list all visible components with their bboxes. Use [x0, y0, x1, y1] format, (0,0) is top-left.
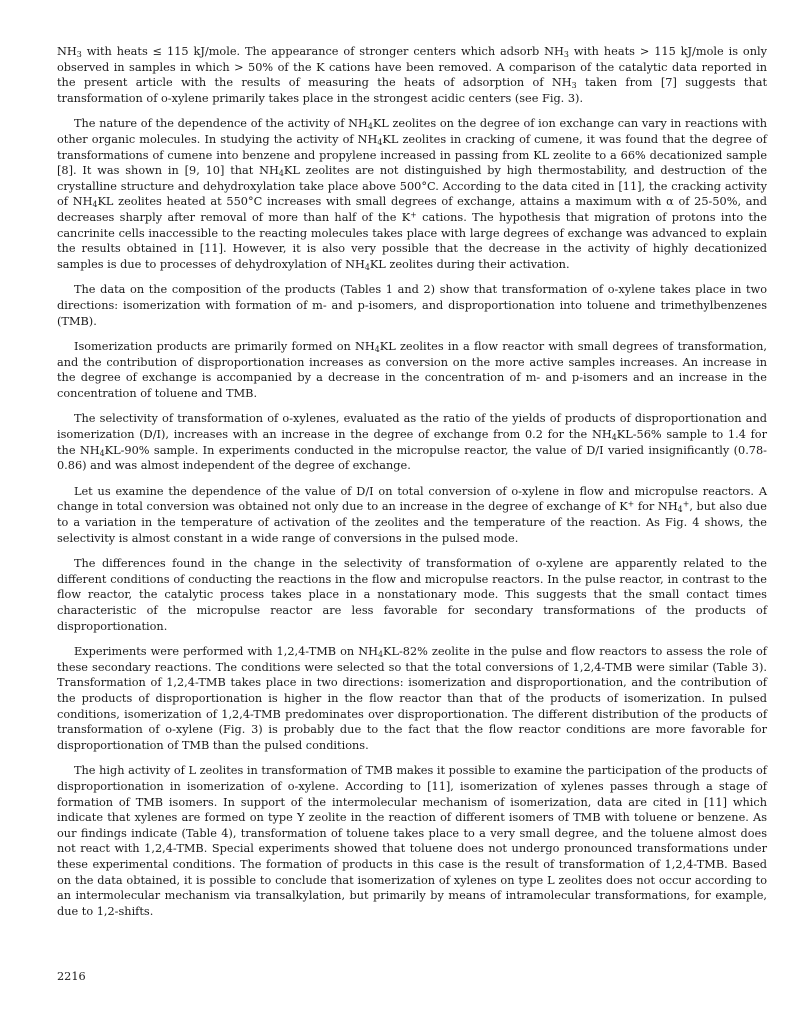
paragraph-9: The high activity of L zeolites in transformation of TMB makes it possible to examine the participation of the products of disproportionation in isomerization of o-xylene. According to [11], isomerization of xylenes passes through a stage of formation of TMB isomers. In support of the intermolecular mechanism of isomerization, data are cited in [11] which indicate that xylenes are formed on type Y zeolite in the reaction of different isomers of TMB with toluene or benzene. As our findings indicate (Table 4), transformation of toluene takes place to a very small degree, and the toluene almost does not react with 1,2,4-TMB. Special experiments showed that toluene does not undergo pronounced transformations under these experimental conditions. The formation of products in this case is the result of transformation of 1,2,4-TMB. Based on the data obtained, it is possible to conclude that isomerization of xylenes on type L zeolites does not occur according to an intermolecular mechanism via transalkylation, but primarily by means of intramolecular transformations, for example, due to 1,2-shifts. [57, 764, 767, 918]
page-body [57, 44, 767, 929]
page-number: 2216 [57, 970, 86, 983]
paragraph-2: The nature of the dependence of the activity of $NH_4KL$ zeolites on the degree of ion exchange can vary in reactions with other organic molecules. In studying the activity of $NH_4KL$ zeolites in cracking of cumene, it was found that the degree of transformations of cumene into benzene and propylene increased in passing from KL zeolite to a 66% decationized sample [8]. It was shown in [9, 10] that $NH_4KL$ zeolites are not distinguished by high thermostability, and destruction of the crystalline structure and dehydroxylation take place above 500°C. According to the data cited in [11], the cracking activity of $NH_4KL$ zeolites heated at 550°C increases with small degrees of exchange, attains a maximum with α of 25-50%, and decreases sharply after removal of more than half of the K+ cations. The hypothesis that migration of protons into the cancrinite cells inaccessible to the reacting molecules takes place with large degrees of exchange was advanced to explain the results obtained in [11]. However, it is also very possible that the decrease in the activity of highly decationized samples is due to processes of dehydroxylation of $NH_4KL$ zeolites during their activation. [57, 117, 768, 272]
paragraph-7: The differences found in the change in the selectivity of transformation of o-xylene are apparently related to the different conditions of conducting the reactions in the flow and micropulse reactors. In the pulse reactor, in contrast to the flow reactor, the catalytic process takes place in a nonstationary mode. This suggests that the small contact times characteristic of the micropulse reactor are less favorable for secondary transformations of the products of disproportionation. [57, 557, 767, 633]
paragraph-6: Let us examine the dependence of the value of D/I on total conversion of o-xylene in flow and micropulse reactors. A change in total conversion was obtained not only due to an increase in the degree of exchange of K+ for $NH_4^+$, but also due to a variation in the temperature of activation of the zeolites and the temperature of the reaction. As Fig. 4 shows, the selectivity is almost constant in a wide range of conversions in the pulsed mode. [57, 484, 767, 545]
paragraph-3: The data on the composition of the products (Tables 1 and 2) show that transformation of o-xylene takes place in two directions: isomerization with formation of m- and p-isomers, and disproportionation into toluene and trimethylbenzenes (TMB). [57, 283, 767, 328]
paragraph-1: $NH_3$ with heats ≤ 115 kJ/mole. The appearance of stronger centers which adsorb $NH_3$ with heats > 115 kJ/mole is only observed in samples in which > 50% of the K cations have been removed. A comparison of the catalytic data reported in the present article with the results of measuring the heats of adsorption of $NH_3$ taken from [7] suggests that transformation of o-xylene primarily takes place in the strongest acidic centers (see Fig. 3). [57, 45, 767, 105]
paragraph-4: Isomerization products are primarily formed on $NH_4KL$ zeolites in a flow reactor with small degrees of transformation, and the contribution of disproportionation increases as conversion on the more active samples increases. An increase in the degree of exchange is accompanied by a decrease in the concentration of m- and p-isomers and an increase in the concentration of toluene and TMB. [57, 340, 767, 400]
paragraph-5: The selectivity of transformation of o-xylenes, evaluated as the ratio of the yields of products of disproportionation and isomerization (D/I), increases with an increase in the degree of exchange from 0.2 for the $NH_4KL-56\%$ sample to 1.4 for the $NH_4KL-90\%$ sample. In experiments conducted in the micropulse reactor, the value of D/I varied insignificantly (0.78-0.86) and was almost independent of the degree of exchange. [57, 412, 767, 473]
paragraph-8: Experiments were performed with 1,2,4-TMB on $NH_4KL-82\%$ zeolite in the pulse and flow reactors to assess the role of these secondary reactions. The conditions were selected so that the total conversions of 1,2,4-TMB were similar (Table 3). Transformation of 1,2,4-TMB takes place in two directions: isomerization and disproportionation, and the contribution of the products of disproportionation is higher in the flow reactor than that of the products of isomerization. In pulsed conditions, isomerization of 1,2,4-TMB predominates over disproportionation. The different distribution of the products of transformation of o-xylene (Fig. 3) is probably due to the fact that the flow reactor conditions are more favorable for disproportionation of TMB than the pulsed conditions. [57, 645, 767, 752]
